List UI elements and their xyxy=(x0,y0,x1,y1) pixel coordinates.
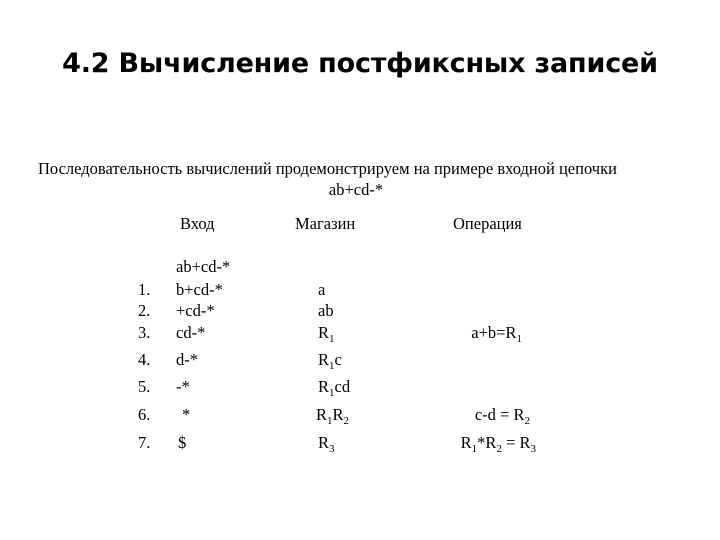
stack-cell: $R_1cd$ xyxy=(318,377,351,399)
row-number: 7. xyxy=(138,433,151,452)
stack-cell: a xyxy=(318,280,326,299)
row-number: 2. xyxy=(138,301,151,320)
input-cell: $ xyxy=(178,433,187,452)
input-cell: -* xyxy=(176,377,190,396)
slide-title: 4.2 Вычисление постфиксных записей xyxy=(62,48,658,79)
input-cell: +cd-* xyxy=(176,301,215,320)
stack-cell: ab xyxy=(318,301,334,320)
operation-cell: $R_1*R_2 = R_3$ xyxy=(460,433,536,455)
header-input: Вход xyxy=(180,214,215,233)
stack-cell: $R_3$ xyxy=(318,433,335,455)
row-number: 4. xyxy=(138,350,151,369)
input-cell: b+cd-* xyxy=(176,280,223,299)
operation-cell: $c-d = R_2$ xyxy=(474,405,530,427)
input-cell: cd-* xyxy=(176,323,206,342)
stack-cell: $R_1$ xyxy=(318,323,335,345)
row-number: 1. xyxy=(138,280,151,299)
header-operation: Операция xyxy=(453,214,522,233)
intro-text: Последовательность вычислений продемонстрируем на примере входной цепочки xyxy=(38,159,617,178)
input-cell: * xyxy=(182,405,191,424)
intro-example-string xyxy=(0,180,720,200)
input-cell: ab+cd-* xyxy=(176,257,231,276)
row-number: 5. xyxy=(138,377,151,396)
row-number: 3. xyxy=(138,323,151,342)
example-chain: ab+cd-* xyxy=(328,180,384,199)
operation-cell: $a+b=R_1$ xyxy=(471,323,522,345)
input-cell: d-* xyxy=(176,350,198,369)
stack-cell: $R_1c$ xyxy=(318,350,342,372)
stack-cell: $R_1R_2$ xyxy=(316,405,350,427)
row-number: 6. xyxy=(138,405,151,424)
header-stack: Магазин xyxy=(295,214,356,233)
